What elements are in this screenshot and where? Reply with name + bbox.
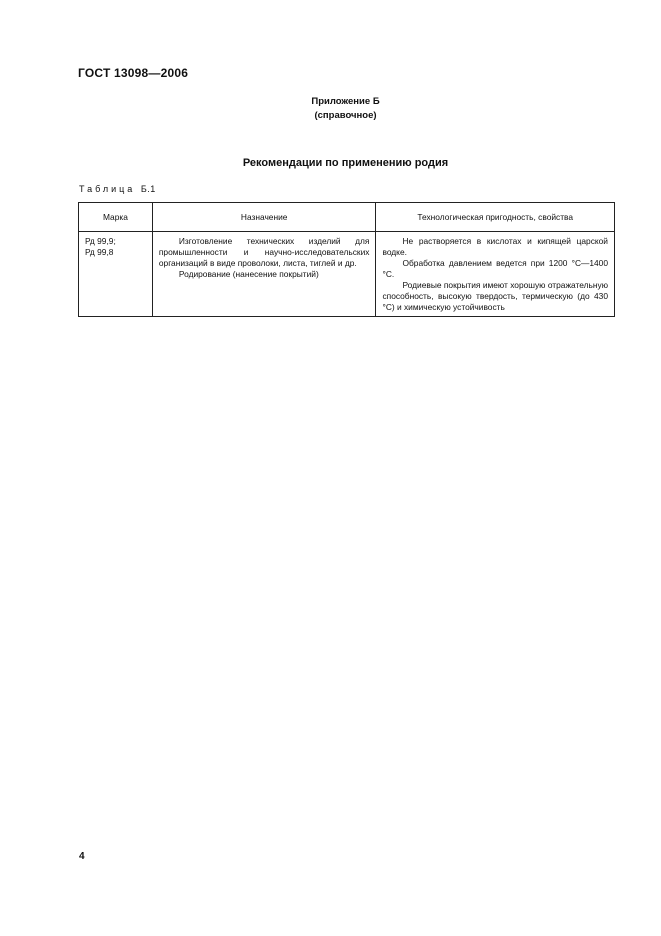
document-title-wrap bbox=[0, 157, 661, 169]
table-header-row bbox=[79, 203, 615, 232]
property-paragraph: Обработка давлением ведется при 1200 °С—1400 °С. bbox=[382, 258, 608, 279]
page-number: 4 bbox=[79, 851, 85, 862]
column-header-mark: Марка bbox=[79, 203, 153, 232]
appendix-title: Приложение Б bbox=[311, 96, 380, 107]
document-title: Рекомендации по применению родия bbox=[242, 157, 449, 169]
table-caption-label: Таблица bbox=[79, 184, 136, 194]
purpose-cell bbox=[152, 232, 376, 317]
table-caption-number: Б.1 bbox=[140, 184, 156, 194]
property-paragraph: Не растворяется в кислотах и кипящей царской водке. bbox=[382, 236, 608, 257]
purpose-paragraph: Родирование (нанесение покрытий) bbox=[178, 269, 319, 279]
purpose-paragraph: Изготовление технических изделий для промышленности и научно-исследовательских организаций в виде проволоки, листа, тиглей и др. bbox=[158, 236, 370, 268]
property-paragraph: Родиевые покрытия имеют хорошую отражательную способность, высокую твердость, термическую (до 430 °С) и химическую устойчивость bbox=[382, 280, 608, 312]
column-header-purpose: Назначение bbox=[152, 203, 376, 232]
mark-value: Рд 99,8 bbox=[85, 247, 114, 257]
mark-cell bbox=[79, 232, 153, 317]
column-header-properties: Технологическая пригодность, свойства bbox=[376, 203, 615, 232]
appendix-heading bbox=[0, 95, 661, 123]
standard-header: ГОСТ 13098—2006 bbox=[78, 66, 189, 80]
mark-value: Рд 99,9; bbox=[85, 236, 116, 246]
table-row bbox=[79, 232, 615, 317]
table-caption bbox=[79, 184, 156, 194]
properties-cell bbox=[376, 232, 615, 317]
appendix-subtitle: (справочное) bbox=[314, 110, 377, 121]
specification-table bbox=[78, 202, 615, 317]
